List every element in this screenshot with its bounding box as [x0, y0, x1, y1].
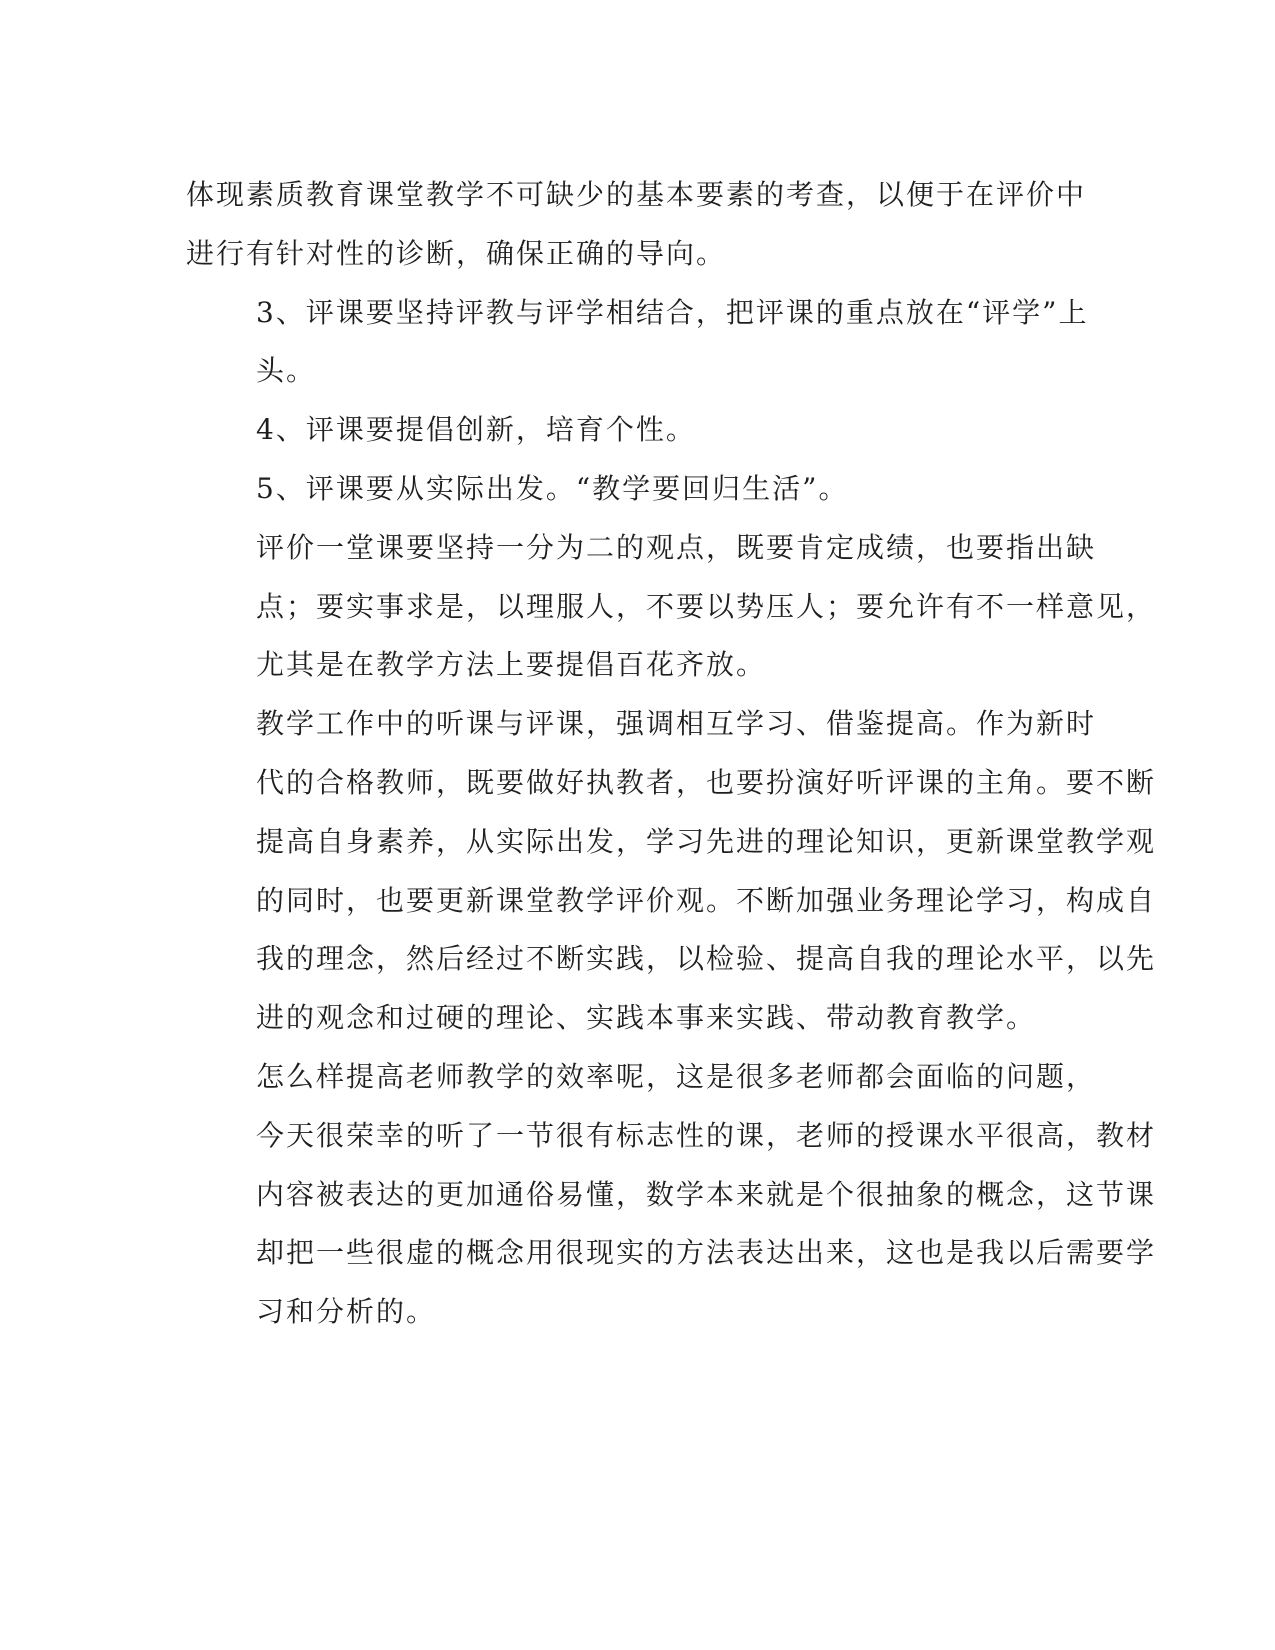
text-line: 5、评课要从实际出发。“教学要回归生活”。	[256, 471, 849, 505]
text-line: 却把一些很虚的概念用很现实的方法表达出来，这也是我以后需要学	[256, 1236, 1157, 1270]
paragraph	[186, 1048, 1157, 1342]
text-line: 尤其是在教学方法上要提倡百花齐放。	[256, 648, 767, 682]
text-line: 头。	[256, 354, 317, 388]
text-line: 习和分析的。	[256, 1295, 437, 1329]
text-line: 4、评课要提倡创新，培育个性。	[256, 413, 696, 447]
paragraph	[186, 460, 1066, 519]
text-line: 内容被表达的更加通俗易懂，数学本来就是个很抽象的概念，这节课	[256, 1177, 1157, 1211]
paragraph	[186, 401, 1066, 460]
text-line: 3、评课要坚持评教与评学相结合，把评课的重点放在“评学”上	[256, 295, 1089, 329]
text-line: 的同时，也要更新课堂教学评价观。不断加强业务理论学习，构成自	[256, 883, 1157, 917]
paragraph	[186, 284, 1089, 402]
text-line: 体现素质教育课堂教学不可缺少的基本要素的考查，以便于在评价中	[186, 178, 1087, 211]
paragraph	[186, 166, 1087, 284]
text-line: 进的观念和过硬的理论、实践本事来实践、带动教育教学。	[256, 1001, 1037, 1035]
text-line: 怎么样提高老师教学的效率呢，这是很多老师都会面临的问题，	[256, 1059, 1097, 1093]
paragraph	[186, 695, 1157, 1048]
text-line: 代的合格教师，既要做好执教者，也要扮演好听评课的主角。要不断	[256, 765, 1157, 799]
text-line: 评价一堂课要坚持一分为二的观点，既要肯定成绩，也要指出缺	[256, 530, 1097, 564]
paragraph	[186, 519, 1157, 695]
text-line: 提高自身素养，从实际出发，学习先进的理论知识，更新课堂教学观	[256, 824, 1157, 858]
text-line: 进行有针对性的诊断，确保正确的导向。	[186, 236, 727, 270]
text-line: 我的理念，然后经过不断实践，以检验、提高自我的理论水平，以先	[256, 942, 1157, 976]
text-line: 教学工作中的听课与评课，强调相互学习、借鉴提高。作为新时	[256, 707, 1097, 741]
text-line: 今天很荣幸的听了一节很有标志性的课，老师的授课水平很高，教材	[256, 1118, 1157, 1152]
text-line: 点；要实事求是，以理服人，不要以势压人；要允许有不一样意见，	[256, 589, 1157, 623]
document-body	[186, 166, 1157, 1342]
